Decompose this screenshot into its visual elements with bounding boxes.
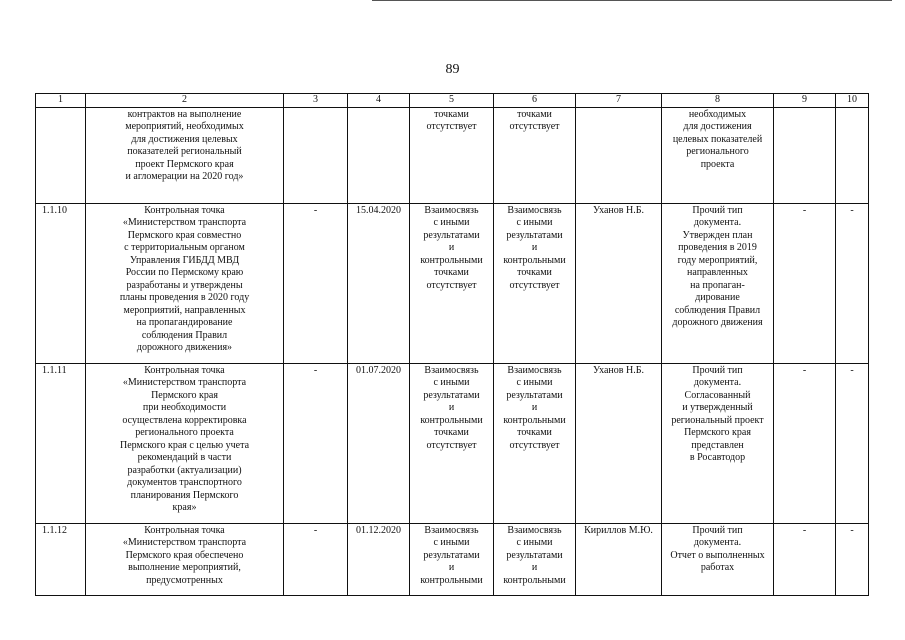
cell-col10 — [836, 107, 869, 203]
cell-col9: - — [774, 203, 836, 363]
cell-col3: - — [284, 363, 348, 523]
document-type: Прочий тип документа. Отчет о выполненных работах — [662, 523, 774, 595]
control-point-description: Контрольная точка «Министерством транспорта Пермского края обеспечено выполнение мероприятий, предусмотренных — [86, 523, 284, 595]
table-row — [36, 107, 869, 203]
relation-results: Взаимосвязь с иными результатами и контрольными точками отсутствует — [410, 363, 494, 523]
page-number: 89 — [445, 62, 460, 77]
relation-results: Взаимосвязь с иными результатами и контрольными точками отсутствует — [410, 203, 494, 363]
table-row — [36, 523, 869, 595]
deadline-date: 01.07.2020 — [348, 363, 410, 523]
deadline-date: 15.04.2020 — [348, 203, 410, 363]
table-row — [36, 203, 869, 363]
responsible-person: Кириллов М.Ю. — [576, 523, 662, 595]
document-type: Прочий тип документа. Утвержден план проведения в 2019 году мероприятий, направленных на пропаган- дирование соблюдения Правил дорожного движения — [662, 203, 774, 363]
document-type: Прочий тип документа. Согласованный и утвержденный региональный проект Пермского края представлен в Росавтодор — [662, 363, 774, 523]
column-number: 7 — [576, 94, 662, 108]
column-number: 5 — [410, 94, 494, 108]
responsible-person: Уханов Н.Б. — [576, 203, 662, 363]
cell-col9 — [774, 107, 836, 203]
column-number: 1 — [36, 94, 86, 108]
relation-control-points: Взаимосвязь с иными результатами и контрольными точками отсутствует — [494, 363, 576, 523]
cell-col3 — [284, 107, 348, 203]
deadline-date — [348, 107, 410, 203]
cell-col9: - — [774, 363, 836, 523]
column-number: 4 — [348, 94, 410, 108]
control-point-description: контрактов на выполнение мероприятий, необходимых для достижения целевых показателей региональный проект Пермского края и агломерации на 2020 год» — [86, 107, 284, 203]
cell-col3: - — [284, 523, 348, 595]
cell-col9: - — [774, 523, 836, 595]
table-row — [36, 363, 869, 523]
column-number: 8 — [662, 94, 774, 108]
control-points-table — [35, 93, 869, 596]
cell-col10: - — [836, 203, 869, 363]
cell-col10: - — [836, 523, 869, 595]
responsible-person — [576, 107, 662, 203]
control-point-description: Контрольная точка «Министерством транспорта Пермского края совместно с территориальным органом Управления ГИБДД МВД России по Пермскому краю разработаны и утверждены планы проведения в 2020 году мероприятий, направленных на пропагандирование соблюдения Правил дорожного движения» — [86, 203, 284, 363]
row-number: 1.1.10 — [36, 203, 86, 363]
column-number: 2 — [86, 94, 284, 108]
control-point-description: Контрольная точка «Министерством транспорта Пермского края при необходимости осуществлена корректировка регионального проекта Пермского края с целью учета рекомендаций в части разработки (актуализации) документов транспортного планирования Пермского края» — [86, 363, 284, 523]
row-number: 1.1.12 — [36, 523, 86, 595]
relation-results: Взаимосвязь с иными результатами и контрольными — [410, 523, 494, 595]
relation-results: точками отсутствует — [410, 107, 494, 203]
column-number-row — [36, 94, 869, 108]
relation-control-points: Взаимосвязь с иными результатами и контрольными точками отсутствует — [494, 203, 576, 363]
column-number: 9 — [774, 94, 836, 108]
responsible-person: Уханов Н.Б. — [576, 363, 662, 523]
row-number: 1.1.11 — [36, 363, 86, 523]
row-number — [36, 107, 86, 203]
column-number: 10 — [836, 94, 869, 108]
column-number: 6 — [494, 94, 576, 108]
cell-col10: - — [836, 363, 869, 523]
column-number: 3 — [284, 94, 348, 108]
cell-col3: - — [284, 203, 348, 363]
document-type: необходимых для достижения целевых показателей регионального проекта — [662, 107, 774, 203]
relation-control-points: Взаимосвязь с иными результатами и контрольными — [494, 523, 576, 595]
relation-control-points: точками отсутствует — [494, 107, 576, 203]
deadline-date: 01.12.2020 — [348, 523, 410, 595]
top-rule — [372, 0, 892, 1]
